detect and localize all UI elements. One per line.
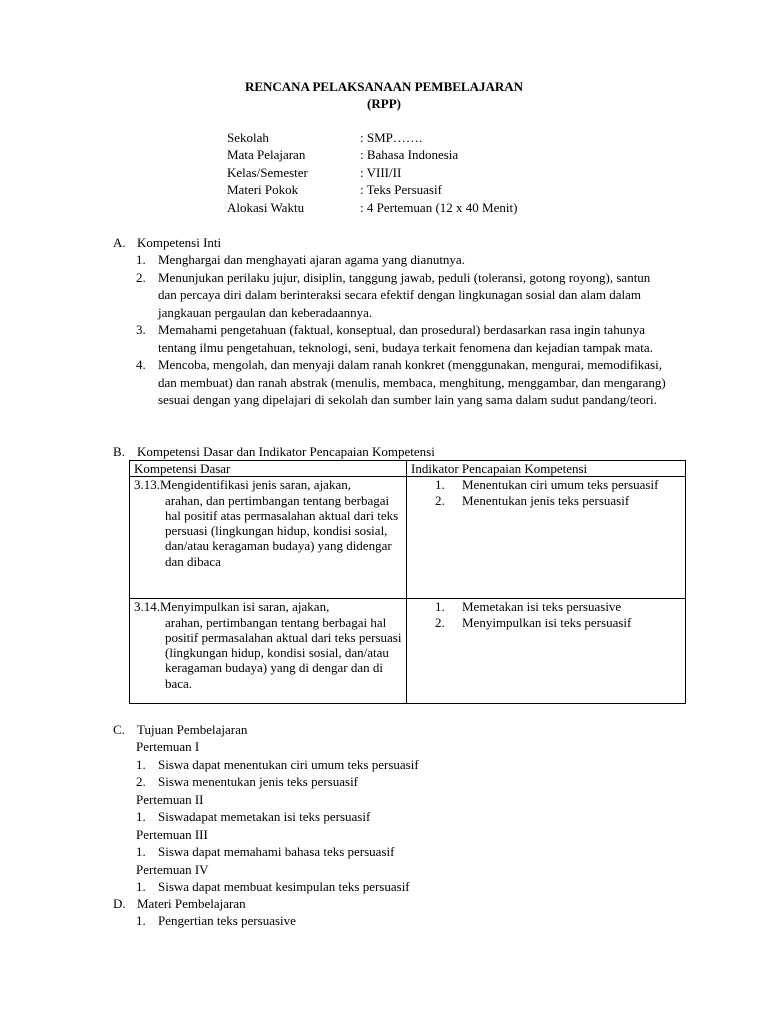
identity-value: : Teks Persuasif [360,182,442,198]
list-text: Menunjukan perilaku jujur, disiplin, tanggung jawab, peduli (toleransi, gotong royong), santun dan percaya diri dalam berinteraksi secara efektif dengan lingkunagan sosial dan alam dalam jangkauan pergaulan dan keberadaannya. [158,269,651,320]
list-text: Siswa dapat menentukan ciri umum teks persuasif [158,756,419,772]
indicator-item [435,615,681,630]
list-text: Mencoba, mengolah, dan menyaji dalam ranah konkret (menggunakan, mengurai, memodifikasi, dan membuat) dan ranah abstrak (menulis, membaca, menghitung, menggambar, dan mengarang) sesuai dengan yang dipelajari di sekolah dan sumber lain yang sama dalam sudut pandang/teori. [158,357,666,407]
indicator-text: Menentukan ciri umum teks persuasif [462,477,659,493]
list-item [136,356,673,409]
section-c-body [136,738,419,896]
basic-competency-cell [130,599,407,704]
list-item [136,773,419,791]
list-number: 1. [136,879,146,894]
list-number: 1. [435,477,445,493]
meeting-label: Pertemuan III [136,826,208,842]
list-number: 1. [136,252,146,267]
identity-label: Materi Pokok [227,182,299,198]
kd-first-line: Menyimpulkan isi saran, ajakan, [160,599,330,615]
section-b-heading [113,443,435,461]
kd-first-line: Mengidentifikasi jenis saran, ajakan, [160,477,351,493]
identity-row [227,164,517,181]
identity-value: : VIII/II [360,164,402,180]
section-c-heading [113,721,247,739]
document-subtitle: (RPP) [367,96,401,111]
kd-number: 3.13. [134,477,160,493]
list-text: Siswa dapat membuat kesimpulan teks persuasif [158,879,410,894]
column-header: Indikator Pencapaian Kompetensi [407,461,686,477]
kd-number: 3.14. [134,599,160,615]
indicator-item [435,493,681,508]
list-item [136,843,419,861]
meeting-label: Pertemuan IV [136,861,209,877]
identity-block [227,129,517,216]
document-title: RENCANA PELAKSANAAN PEMBELAJARAN [244,79,524,94]
meeting-label: Pertemuan II [136,791,204,807]
section-d-heading [113,895,246,913]
identity-label: Mata Pelajaran [227,147,306,163]
indicator-cell [407,477,686,599]
competency-table [129,460,686,704]
list-number: 1. [435,599,445,615]
section-title: Kompetensi Dasar dan Indikator Pencapaian Kompetensi [137,444,435,459]
table-row [130,477,686,599]
list-number: 1. [136,809,146,824]
identity-row [227,199,517,216]
section-letter: D. [113,896,126,911]
list-number: 4. [136,357,146,372]
identity-row [227,181,517,198]
list-item [136,808,419,826]
table-header-row [130,461,686,477]
kd-text: arahan, pertimbangan tentang berbagai hal positif permasalahan aktual dari teks persuasi (lingkungan hidup, kondisi sosial, dan/atau keragaman budaya) yang di dengar dan di baca. [165,614,402,691]
list-number: 2. [136,774,146,789]
section-letter: C. [113,722,125,737]
identity-value: : 4 Pertemuan (12 x 40 Menit) [360,199,518,215]
section-letter: A. [113,235,126,250]
indicator-text: Menentukan jenis teks persuasif [462,492,630,508]
meeting-label: Pertemuan I [136,739,200,754]
kd-text: arahan, dan pertimbangan tentang berbagai hal positif atas permasalahan aktual dari teks persuasi (lingkungan hidup, kondisi sosial, dan/atau keragaman budaya) yang didengar dan dibaca [165,492,399,569]
section-a-heading [113,234,221,252]
section-title: Materi Pembelajaran [137,896,246,911]
list-number: 1. [136,913,146,928]
identity-label: Sekolah [227,130,269,145]
list-text: Siswadapat memetakan isi teks persuasif [158,809,371,824]
list-number: 2. [435,614,445,630]
indicator-item [435,477,681,492]
list-number: 1. [136,844,146,859]
list-item [136,912,296,930]
indicator-item [435,599,681,614]
list-item [136,321,673,356]
indicator-cell [407,599,686,704]
identity-row [227,129,517,146]
list-text: Siswa menentukan jenis teks persuasif [158,774,359,789]
list-number: 2. [136,269,146,285]
indicator-text: Memetakan isi teks persuasive [462,599,622,615]
section-letter: B. [113,444,125,459]
identity-label: Kelas/Semester [227,164,308,180]
basic-competency-cell [130,477,407,599]
section-a-list [136,251,673,409]
identity-value: : SMP……. [360,130,423,145]
section-title: Kompetensi Inti [137,235,222,250]
list-text: Siswa dapat memahami bahasa teks persuasif [158,844,395,859]
table-row [130,599,686,704]
section-d-list [136,912,296,930]
list-text: Menghargai dan menghayati ajaran agama yang dianutnya. [158,252,465,267]
column-header: Kompetensi Dasar [130,461,407,477]
identity-row [227,146,517,163]
list-number: 2. [435,492,445,508]
identity-label: Alokasi Waktu [227,199,305,215]
list-text: Pengertian teks persuasive [158,913,296,928]
section-title: Tujuan Pembelajaran [137,722,248,737]
list-item [136,878,419,896]
list-item [136,251,673,269]
list-number: 1. [136,756,146,772]
list-text: Memahami pengetahuan (faktual, konseptual, dan prosedural) berdasarkan rasa ingin tahunya tentang ilmu pengetahuan, teknologi, seni, budaya terkait fenomena dan kejadian tampak mata. [158,322,653,355]
identity-value: : Bahasa Indonesia [360,147,459,163]
indicator-text: Menyimpulkan isi teks persuasif [462,614,632,630]
list-item [136,269,673,322]
list-number: 3. [136,322,146,337]
list-item [136,756,419,774]
